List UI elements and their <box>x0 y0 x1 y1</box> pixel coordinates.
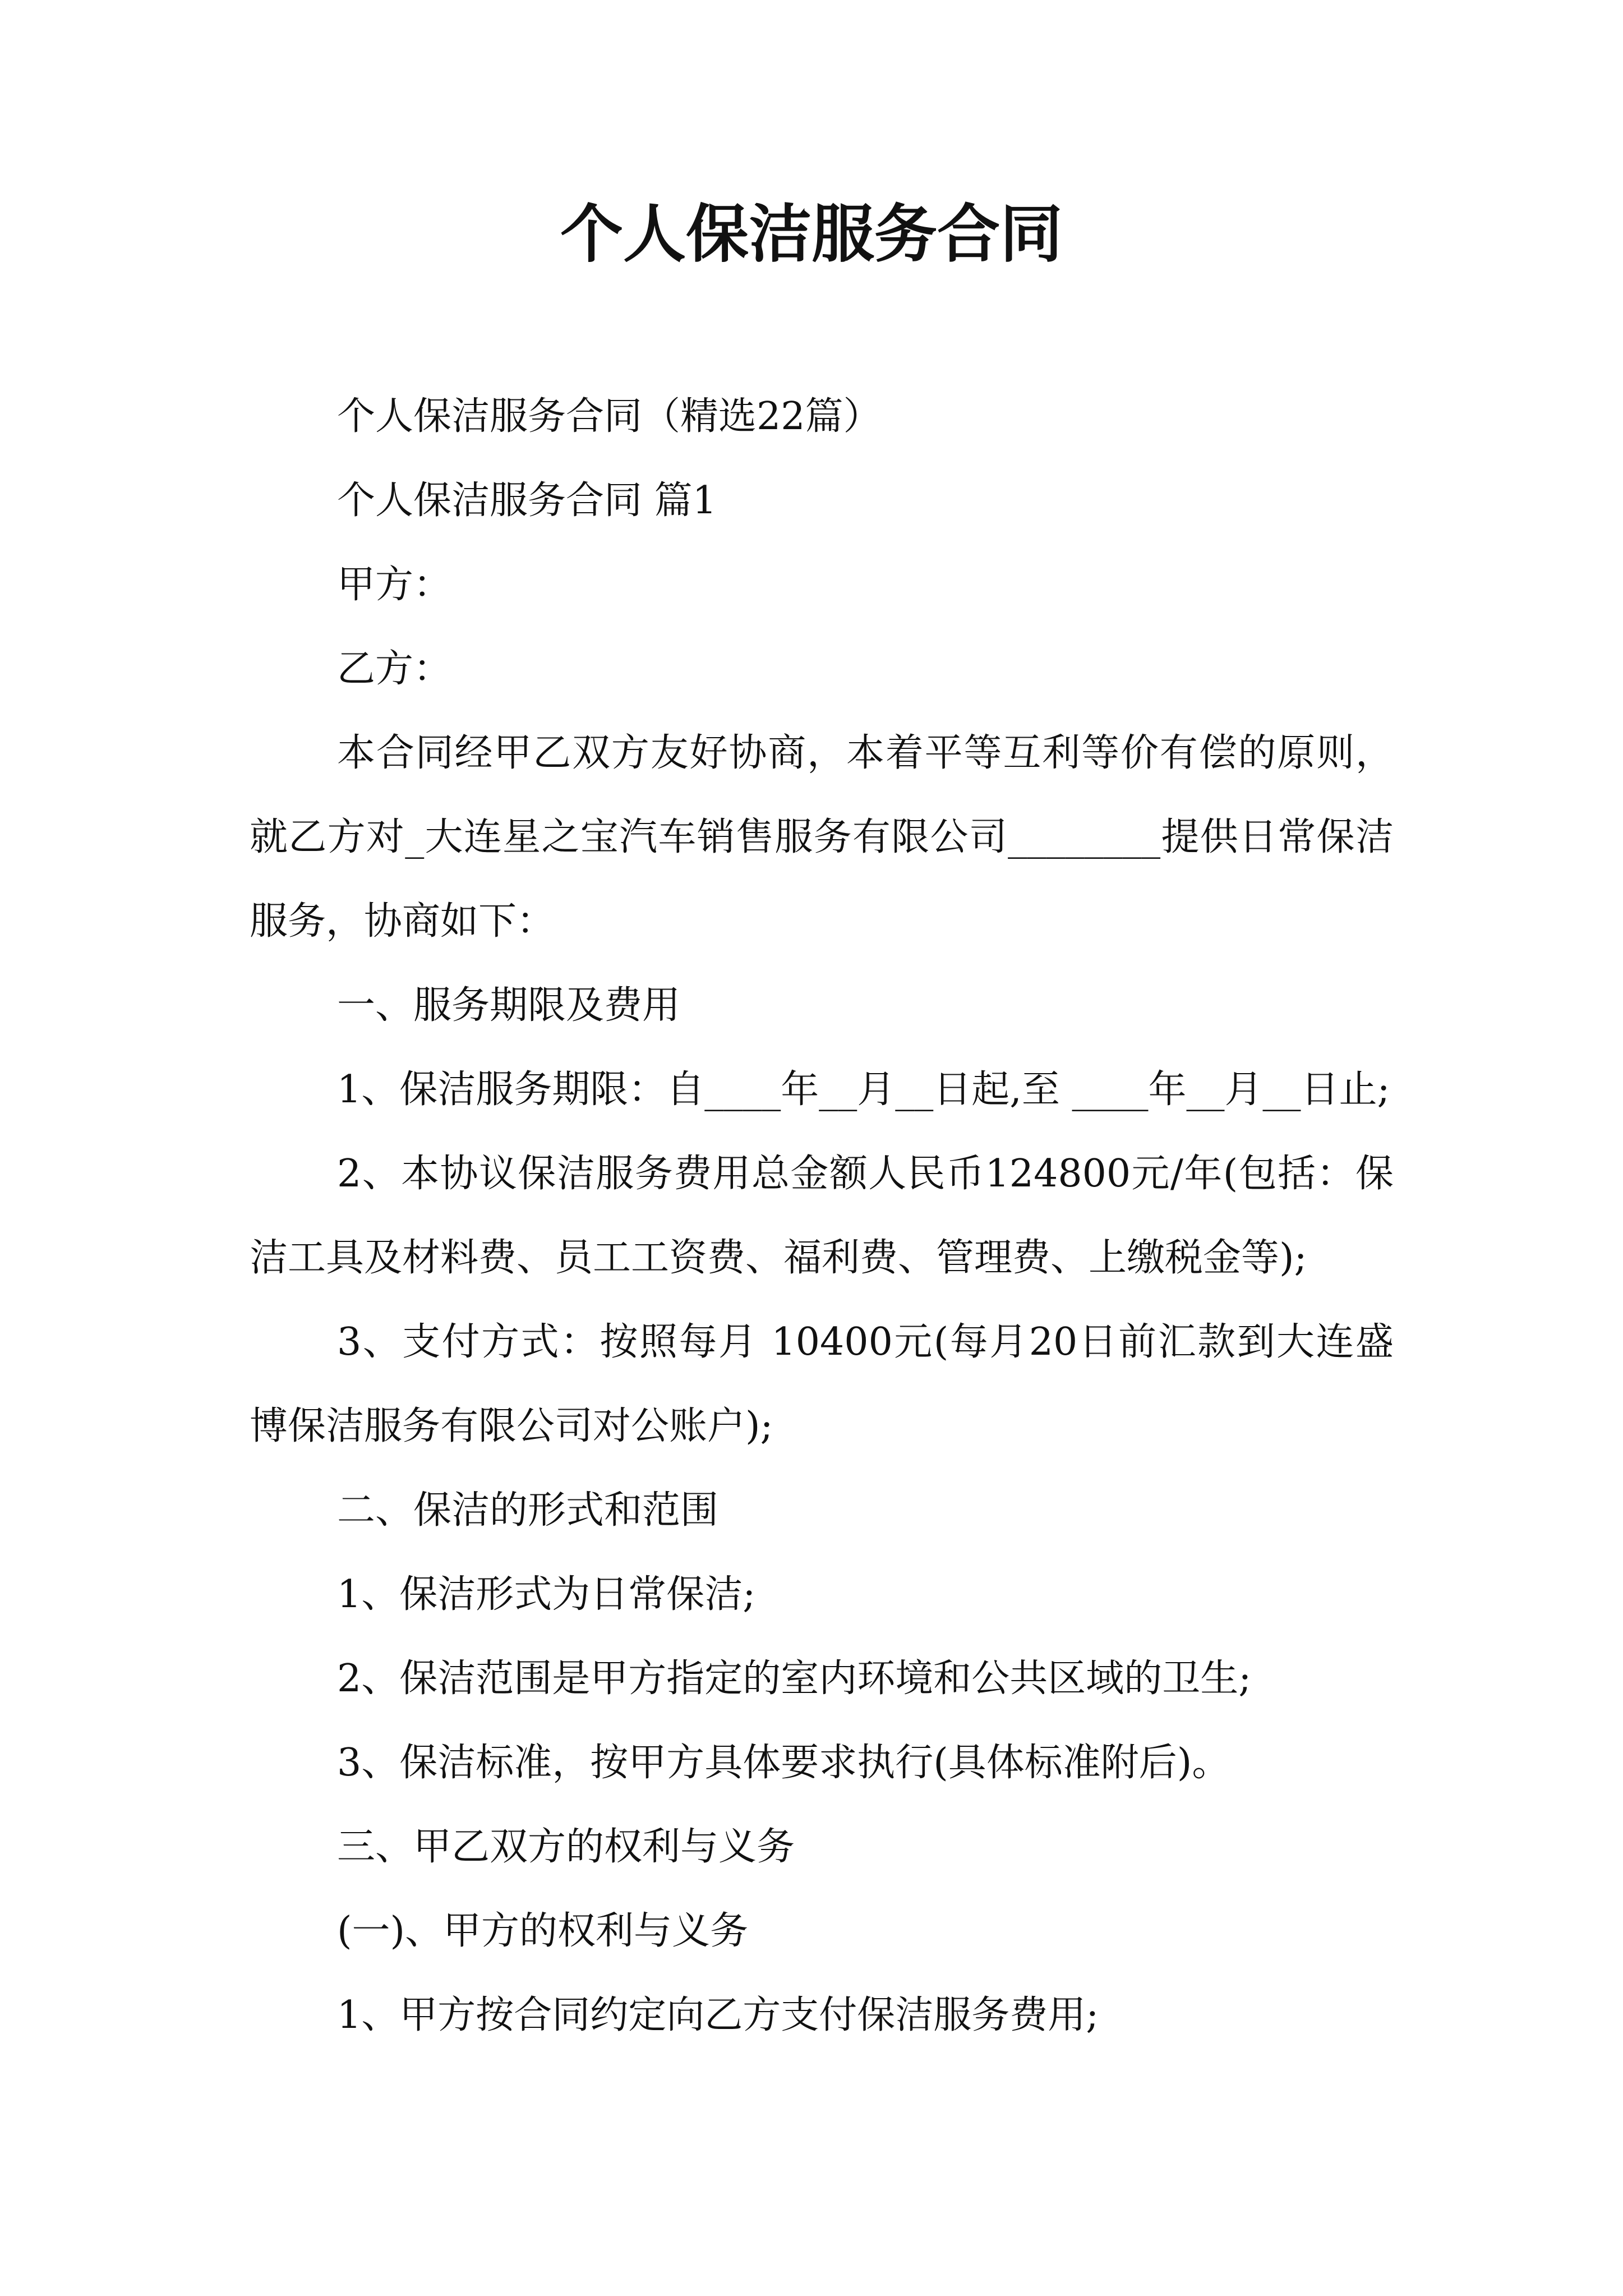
paragraph-heading-3: 三、甲乙双方的权利与义务 <box>337 1825 795 1869</box>
paragraph-form: 1、保洁形式为日常保洁; <box>337 1572 756 1617</box>
paragraph-subtitle: 个人保洁服务合同（精选22篇） <box>337 394 882 439</box>
paragraph-term: 1、保洁服务期限：自____年__月__日起,至 ____年__月__日止; <box>337 1068 1390 1112</box>
document-body <box>250 375 1394 2058</box>
paragraph-standard: 3、保洁标准，按甲方具体要求执行(具体标准附后)。 <box>337 1741 1230 1785</box>
paragraph-party-b: 乙方： <box>337 647 452 691</box>
paragraph-section-heading: 个人保洁服务合同 篇1 <box>337 478 717 523</box>
paragraph-heading-1: 一、服务期限及费用 <box>337 983 681 1028</box>
paragraph-scope: 2、保洁范围是甲方指定的室内环境和公共区域的卫生; <box>337 1657 1252 1701</box>
paragraph-payment: 3、支付方式：按照每月 10400元(每月20日前汇款到大连盛博保洁服务有限公司对公账户); <box>250 1320 1394 1448</box>
paragraph-heading-2: 二、保洁的形式和范围 <box>337 1488 719 1533</box>
document-title: 个人保洁服务合同 <box>560 197 1063 271</box>
paragraph-obligation-1: 1、甲方按合同约定向乙方支付保洁服务费用; <box>337 1993 1099 2037</box>
paragraph-subheading-a: (一)、甲方的权利与义务 <box>337 1909 749 1953</box>
paragraph-party-a: 甲方： <box>337 563 452 607</box>
paragraph-fee: 2、本协议保洁服务费用总金额人民币124800元/年(包括：保洁工具及材料费、员工工资费、福利费、管理费、上缴税金等); <box>250 1152 1394 1280</box>
paragraph-preamble: 本合同经甲乙双方友好协商，本着平等互利等价有偿的原则，就乙方对_大连星之宝汽车销售服务有限公司________提供日常保洁服务，协商如下： <box>250 731 1394 944</box>
